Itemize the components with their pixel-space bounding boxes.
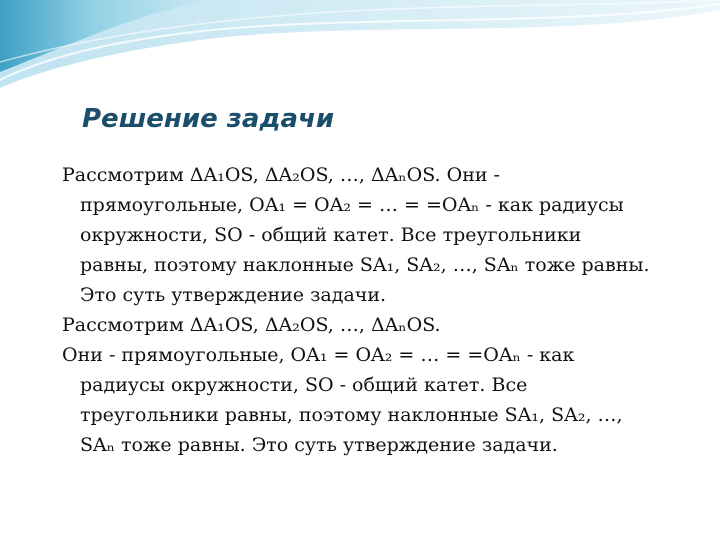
slide-title: Решение задачи — [82, 104, 335, 134]
text-line: Рассмотрим ΔA₁OS, ΔA₂OS, …, ΔAₙOS. Они - — [62, 164, 500, 186]
text-line: треугольники равны, поэтому наклонные SA₁, SA₂, …, — [80, 404, 623, 426]
text-line: Рассмотрим ΔA₁OS, ΔA₂OS, …, ΔAₙOS. — [62, 314, 441, 336]
text-line: Они - прямоугольные, OA₁ = OA₂ = … = =OAₙ - как — [62, 344, 575, 366]
text-line: SAₙ тоже равны. Это суть утверждение задачи. — [80, 434, 558, 456]
text-line: Это суть утверждение задачи. — [80, 284, 387, 306]
paragraph-3 — [62, 340, 702, 460]
paragraph-2 — [62, 310, 702, 340]
text-line: прямоугольные, OA₁ = OA₂ = … = =OAₙ - как радиусы — [80, 194, 624, 216]
paragraph-1 — [62, 160, 702, 310]
text-line: радиусы окружности, SO - общий катет. Все — [80, 374, 528, 396]
slide-body — [62, 160, 702, 460]
text-line: окружности, SO - общий катет. Все треугольники — [80, 224, 582, 246]
decorative-wave-band — [0, 0, 720, 92]
text-line: равны, поэтому наклонные SA₁, SA₂, …, SAₙ тоже равны. — [80, 254, 650, 276]
